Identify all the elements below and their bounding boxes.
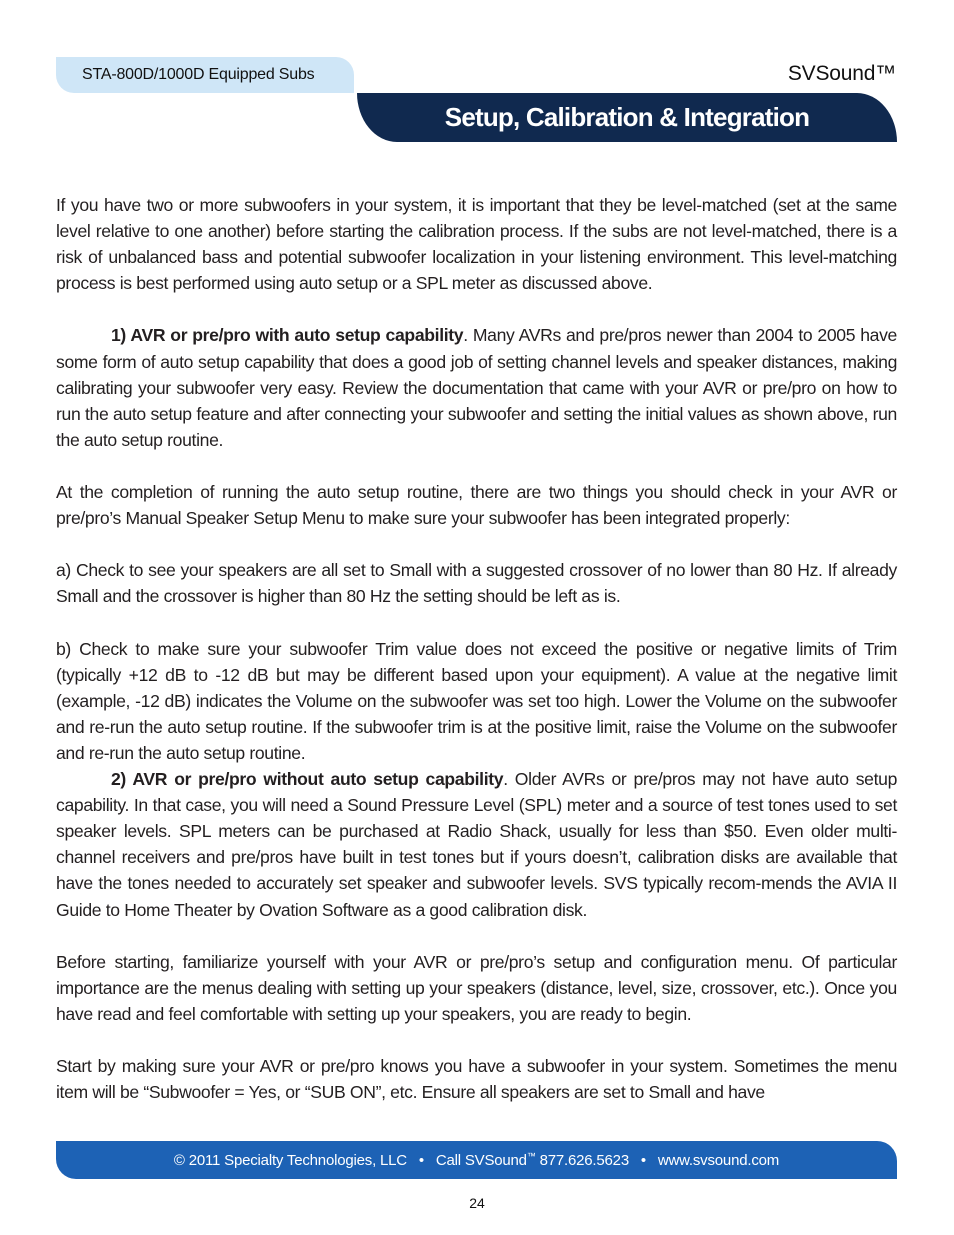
page-number: 24 — [469, 1195, 485, 1211]
paragraph-start: Start by making sure your AVR or pre/pro knows you have a subwoofer in your system. Sometimes the menu item will be “Subwoofer = Yes, or “SUB ON”, etc. Ensure all speakers are set to Small and have — [56, 1056, 897, 1103]
footer-separator-2: • — [640, 1151, 646, 1169]
product-tab — [56, 57, 354, 93]
body-content — [56, 192, 897, 1105]
item-manual-setup — [56, 766, 897, 923]
paragraph-completion: At the completion of running the auto setup routine, there are two things you should check in your AVR or pre/pro’s Manual Speaker Setup Menu to make sure your subwoofer has been integrated properly: — [56, 482, 897, 529]
section-title-bar — [357, 93, 897, 142]
item-manual-setup-heading: 2) AVR or pre/pro without auto setup capability — [111, 769, 504, 790]
paragraph-level-matching: If you have two or more subwoofers in your system, it is important that they be level-matched (set at the same level relative to one another) before starting the calibration process. If the subs are not level-matched, there is a risk of unbalanced bass and potential subwoofer localization in your listening environment. This level-matching process is best performed using auto setup or a SPL meter as discussed above. — [56, 195, 897, 294]
item-auto-setup-heading: 1) AVR or pre/pro with auto setup capability — [111, 325, 464, 346]
item-auto-setup — [56, 322, 897, 452]
section-title: Setup, Calibration & Integration — [444, 102, 810, 132]
footer-copyright: © 2011 Specialty Technologies, LLC — [173, 1151, 407, 1169]
footer-separator: • — [418, 1151, 424, 1169]
paragraph-before-starting: Before starting, familiarize yourself with your AVR or pre/pro’s setup and configuration menu. Of particular importance are the menus dealing with setting up your speakers (distance, level, size, crossover, etc.). Once you have read and feel comfortable with setting up your speakers, you are ready to begin. — [56, 951, 897, 1024]
brand-name: SVSound™ — [787, 62, 896, 85]
product-tab-label: STA-800D/1000D Equipped Subs — [82, 66, 315, 83]
footer-bar — [56, 1141, 897, 1179]
paragraph-check-a: a) Check to see your speakers are all set to Small with a suggested crossover of no lower than 80 Hz. If already Small and the crossover is higher than 80 Hz the setting should be left as is. — [56, 560, 897, 607]
paragraph-check-b: b) Check to make sure your subwoofer Trim value does not exceed the positive or negative limits of Trim (typically +12 dB to -12 dB but may be different based upon your equipment). A value at the negative limit (example, -12 dB) indicates the Volume on the subwoofer was set too high. Lower the Volume on the subwoofer and re-run the auto setup routine. If the subwoofer trim is at the positive limit, raise the Volume on the subwoofer and re-run the auto setup routine. — [56, 638, 897, 763]
item-auto-setup-text: . Many AVRs and pre/pros newer than 2004 to 2005 have some form of auto setup capability that does a good job of setting channel levels and speaker distances, making calibrating your subwoofer very easy. Review the documentation that came with your AVR or pre/pro on how to run the auto setup feature and after connecting your subwoofer and setting the initial values as shown above, run the auto setup routine. — [56, 325, 897, 450]
footer-call: Call SVSound™ 877.626.5623 — [435, 1151, 629, 1169]
footer-website-link[interactable]: www.svsound.com — [657, 1151, 780, 1169]
item-manual-setup-text: . Older AVRs or pre/pros may not have auto setup capability. In that case, you will need a Sound Pressure Level (SPL) meter and a source of test tones used to set speaker levels. SPL meters can be purchased at Radio Shack, usually for less than $50. Even older multi-channel receivers and pre/pros have built in test tones but if yours doesn’t, calibration disks are available that have the tones needed to accurately set speaker and subwoofer levels. SVS typically recom-mends the AVIA II Guide to Home Theater by Ovation Software as a good calibration disk. — [56, 769, 898, 920]
